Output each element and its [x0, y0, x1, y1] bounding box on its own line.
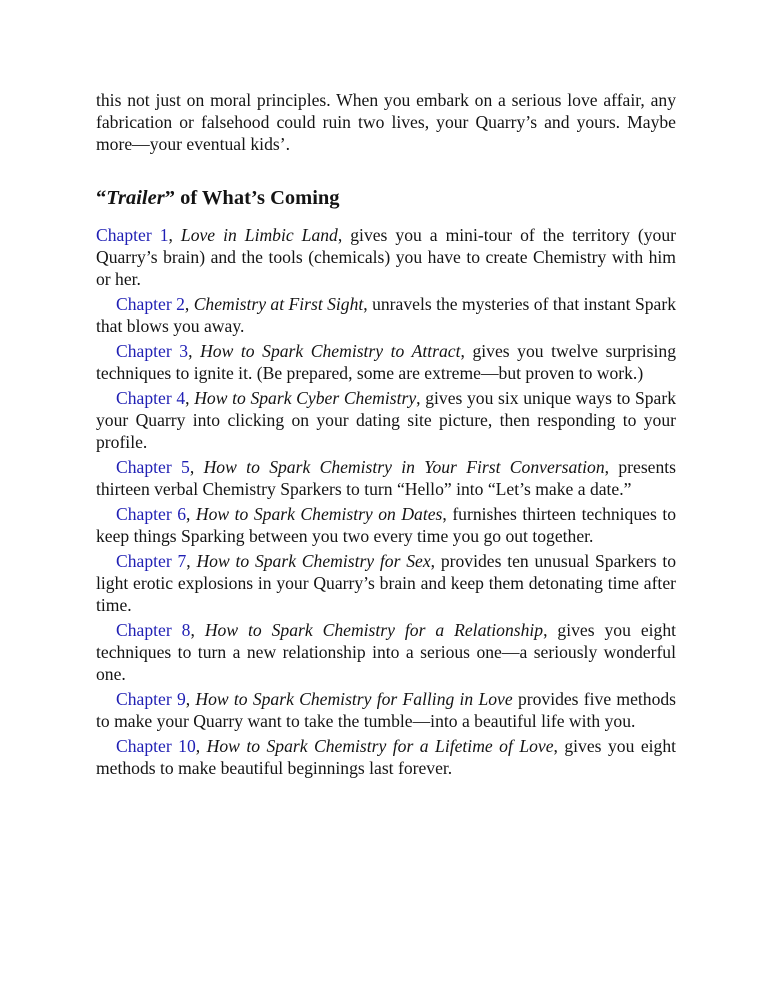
chapter-item-5: [96, 456, 676, 500]
chapter-6-title: How to Spark Chemistry on Dates: [195, 504, 443, 524]
chapter-7-title: How to Spark Chemistry for Sex: [196, 551, 431, 571]
chapter-10-title: How to Spark Chemistry for a Lifetime of Love: [206, 736, 554, 756]
chapter-8-link[interactable]: Chapter 8: [116, 620, 191, 640]
chapter-item-6: [96, 503, 676, 547]
chapter-7-link[interactable]: Chapter 7: [116, 551, 187, 571]
chapter-9-desc: provides five methods to make your Quarry want to take the tumble—into a beautiful life with you.: [96, 689, 677, 731]
chapter-2-sep: ,: [184, 294, 194, 314]
chapter-item-10: [96, 735, 676, 779]
chapter-2-link[interactable]: Chapter 2: [116, 294, 185, 314]
chapter-8-desc: , gives you eight techniques to turn a new relationship into a serious one—a seriously wonderful one.: [96, 620, 677, 684]
chapter-3-sep: ,: [188, 341, 201, 361]
chapter-item-3: [96, 340, 676, 384]
chapter-item-8: [96, 619, 676, 685]
chapter-1-desc: , gives you a mini-tour of the territory (your Quarry’s brain) and the tools (chemicals) you have to create Chemistry with him or her.: [96, 225, 676, 289]
chapter-7-sep: ,: [186, 551, 197, 571]
chapter-9-title: How to Spark Chemistry for Falling in Love: [195, 689, 513, 709]
chapter-list: [96, 224, 676, 779]
chapter-5-title: How to Spark Chemistry in Your First Conversation: [203, 457, 605, 477]
chapter-9-link[interactable]: Chapter 9: [116, 689, 186, 709]
chapter-2-desc: , unravels the mysteries of that instant Spark that blows you away.: [96, 294, 676, 336]
chapter-1-sep: ,: [168, 225, 181, 245]
document-page: [96, 89, 676, 782]
chapter-item-4: [96, 387, 676, 453]
chapter-5-sep: ,: [189, 457, 204, 477]
chapter-item-2: [96, 293, 676, 337]
chapter-9-sep: ,: [185, 689, 196, 709]
chapter-1-link[interactable]: Chapter 1: [96, 225, 169, 245]
intro-paragraph: this not just on moral principles. When you embark on a serious love affair, any fabrication or falsehood could ruin two lives, your Quarry’s and yours. Maybe more—your eventual kids’.: [96, 90, 676, 154]
section-heading: [96, 185, 676, 211]
chapter-4-link[interactable]: Chapter 4: [116, 388, 186, 408]
chapter-5-link[interactable]: Chapter 5: [116, 457, 190, 477]
chapter-7-desc: , provides ten unusual Sparkers to light erotic explosions in your Quarry’s brain and keep them detonating time after time.: [96, 551, 677, 615]
chapter-10-sep: ,: [195, 736, 207, 756]
chapter-6-sep: ,: [186, 504, 196, 524]
chapter-6-desc: , furnishes thirteen techniques to keep things Sparking between you two every time you go out together.: [96, 504, 676, 546]
chapter-3-title: How to Spark Chemistry to Attract: [200, 341, 461, 361]
heading-rest: ” of What’s Coming: [164, 187, 340, 209]
chapter-6-link[interactable]: Chapter 6: [116, 504, 186, 524]
chapter-8-sep: ,: [190, 620, 205, 640]
chapter-10-link[interactable]: Chapter 10: [116, 736, 196, 756]
chapter-3-link[interactable]: Chapter 3: [116, 341, 189, 361]
chapter-8-title: How to Spark Chemistry for a Relationship: [204, 620, 544, 640]
heading-open-quote: “: [96, 187, 107, 209]
chapter-2-title: Chemistry at First Sight: [193, 294, 364, 314]
chapter-1-title: Love in Limbic Land: [180, 225, 338, 245]
chapter-4-sep: ,: [185, 388, 195, 408]
chapter-10-desc: , gives you eight methods to make beautiful beginnings last forever.: [96, 736, 677, 778]
chapter-5-desc: , presents thirteen verbal Chemistry Sparkers to turn “Hello” into “Let’s make a date.”: [96, 457, 677, 499]
heading-italic-word: Trailer: [106, 187, 165, 209]
chapter-item-9: [96, 688, 676, 732]
chapter-3-desc: , gives you twelve surprising techniques to ignite it. (Be prepared, some are extreme—but proven to work.): [96, 341, 676, 383]
chapter-item-7: [96, 550, 676, 616]
chapter-item-1: [96, 224, 676, 290]
chapter-4-desc: , gives you six unique ways to Spark your Quarry into clicking on your dating site picture, then responding to your profile.: [96, 388, 677, 452]
chapter-4-title: How to Spark Cyber Chemistry: [194, 388, 417, 408]
